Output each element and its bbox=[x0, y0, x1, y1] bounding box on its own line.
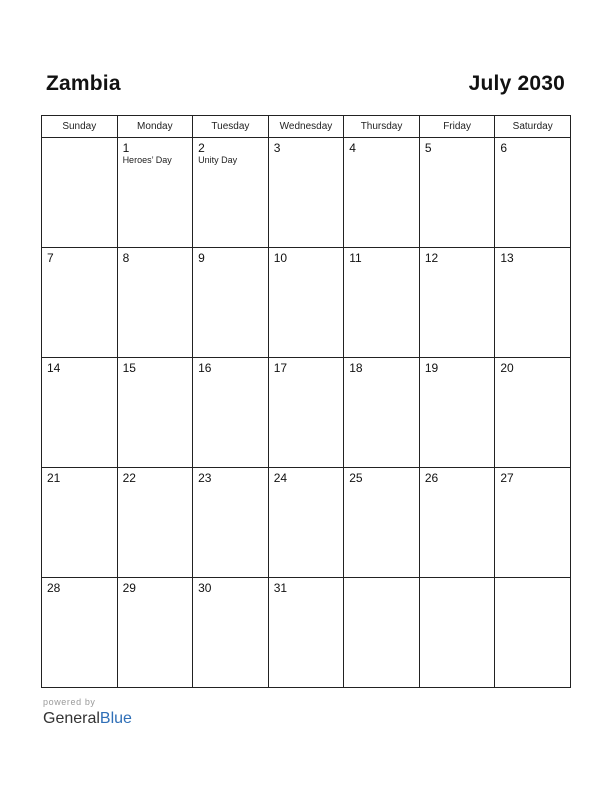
day-cell bbox=[193, 138, 269, 248]
day-cell bbox=[419, 578, 495, 688]
weekday-header-row bbox=[42, 116, 571, 138]
calendar-grid bbox=[41, 115, 571, 688]
day-cell bbox=[42, 248, 118, 358]
day-cell bbox=[268, 468, 344, 578]
day-cell bbox=[344, 138, 420, 248]
weekday-header: Monday bbox=[117, 116, 193, 138]
day-cell bbox=[495, 248, 571, 358]
day-cell bbox=[117, 138, 193, 248]
week-row bbox=[42, 248, 571, 358]
holiday-label: Heroes’ Day bbox=[122, 155, 172, 165]
day-cell bbox=[193, 248, 269, 358]
day-cell bbox=[117, 248, 193, 358]
generalblue-logo[interactable] bbox=[43, 709, 132, 729]
day-number: 16 bbox=[198, 361, 212, 375]
day-cell bbox=[268, 248, 344, 358]
day-cell bbox=[268, 358, 344, 468]
day-number: 14 bbox=[47, 361, 61, 375]
day-cell bbox=[117, 578, 193, 688]
brand-general-text: General bbox=[43, 710, 100, 727]
day-number: 27 bbox=[500, 471, 514, 485]
day-cell bbox=[495, 358, 571, 468]
day-number: 13 bbox=[500, 251, 514, 265]
day-number: 23 bbox=[198, 471, 212, 485]
day-number: 19 bbox=[424, 361, 439, 375]
day-cell bbox=[495, 468, 571, 578]
day-cell bbox=[419, 248, 495, 358]
month-title: July 2030 bbox=[468, 72, 565, 95]
holiday-label: Unity Day bbox=[198, 155, 238, 165]
day-cell bbox=[495, 578, 571, 688]
generalblue-branding[interactable] bbox=[43, 697, 132, 729]
day-number: 24 bbox=[273, 471, 288, 485]
day-number: 30 bbox=[198, 581, 212, 595]
day-number: 25 bbox=[349, 471, 363, 485]
day-number: 10 bbox=[273, 251, 288, 265]
powered-by-text: powered by bbox=[43, 697, 96, 707]
day-number: 5 bbox=[424, 141, 432, 155]
day-cell bbox=[419, 358, 495, 468]
day-number: 28 bbox=[47, 581, 61, 595]
day-number: 31 bbox=[273, 581, 288, 595]
day-cell bbox=[117, 358, 193, 468]
day-number: 11 bbox=[349, 251, 362, 265]
day-number: 6 bbox=[500, 141, 508, 155]
country-title: Zambia bbox=[46, 72, 121, 95]
day-number: 3 bbox=[273, 141, 281, 155]
day-number: 29 bbox=[122, 581, 136, 595]
day-cell bbox=[42, 578, 118, 688]
day-number: 2 bbox=[198, 141, 205, 155]
day-cell bbox=[344, 248, 420, 358]
day-cell bbox=[42, 468, 118, 578]
day-number: 22 bbox=[122, 471, 136, 485]
day-cell bbox=[117, 468, 193, 578]
day-cell bbox=[268, 138, 344, 248]
day-cell bbox=[193, 578, 269, 688]
day-number: 12 bbox=[424, 251, 439, 265]
day-number bbox=[42, 138, 117, 141]
day-number: 21 bbox=[47, 471, 61, 485]
week-row bbox=[42, 578, 571, 688]
day-number bbox=[420, 578, 495, 581]
day-cell bbox=[344, 358, 420, 468]
weekday-header: Wednesday bbox=[268, 116, 344, 138]
week-row bbox=[42, 468, 571, 578]
week-row bbox=[42, 138, 571, 248]
weekday-header: Thursday bbox=[344, 116, 420, 138]
day-cell bbox=[344, 578, 420, 688]
day-number: 8 bbox=[122, 251, 130, 265]
day-cell bbox=[419, 138, 495, 248]
day-number: 18 bbox=[349, 361, 363, 375]
week-row bbox=[42, 358, 571, 468]
day-cell bbox=[42, 138, 118, 248]
day-number bbox=[344, 578, 419, 581]
day-cell bbox=[42, 358, 118, 468]
day-number: 9 bbox=[198, 251, 205, 265]
day-number: 15 bbox=[122, 361, 136, 375]
day-number bbox=[495, 578, 570, 581]
day-number: 7 bbox=[47, 251, 54, 265]
day-number: 20 bbox=[500, 361, 514, 375]
day-cell bbox=[419, 468, 495, 578]
day-cell bbox=[344, 468, 420, 578]
weekday-header: Tuesday bbox=[193, 116, 269, 138]
day-number: 1 bbox=[122, 141, 130, 155]
day-number: 4 bbox=[349, 141, 356, 155]
weekday-header: Friday bbox=[419, 116, 495, 138]
day-cell bbox=[495, 138, 571, 248]
day-number: 26 bbox=[424, 471, 439, 485]
weekday-header: Saturday bbox=[495, 116, 571, 138]
brand-blue-text: Blue bbox=[99, 710, 132, 727]
day-cell bbox=[193, 358, 269, 468]
day-cell bbox=[193, 468, 269, 578]
day-number: 17 bbox=[273, 361, 288, 375]
weekday-header: Sunday bbox=[42, 116, 118, 138]
day-cell bbox=[268, 578, 344, 688]
